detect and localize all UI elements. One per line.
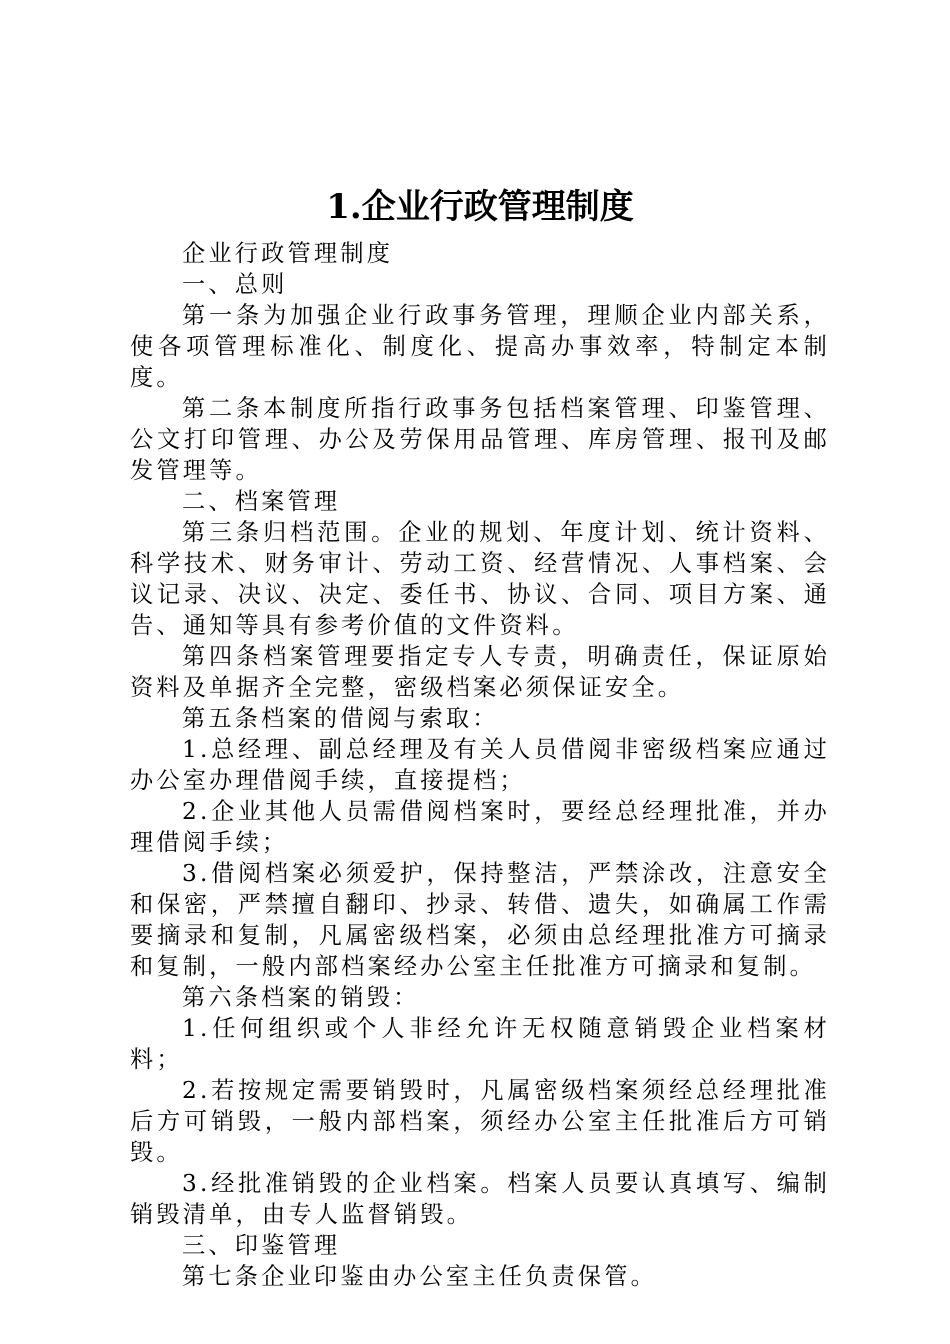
list-item: 1.总经理、副总经理及有关人员借阅非密级档案应通过办公室办理借阅手续，直接提档； <box>130 736 830 794</box>
paragraph: 企业行政管理制度 <box>182 240 394 267</box>
list-item: 3.借阅档案必须爱护，保持整洁，严禁涂改，注意安全和保密，严禁擅自翻印、抄录、转借、遗失，如确属工作需要摘录和复制，凡属密级档案，必须由总经理批准方可摘录和复制，一般内部档案经办公室主任批准方可摘录和复制。 <box>130 860 830 980</box>
list-item: 2.企业其他人员需借阅档案时，要经总经理批准，并办理借阅手续； <box>130 798 830 856</box>
list-item: 1.任何组织或个人非经允许无权随意销毁企业档案材料； <box>130 1015 830 1073</box>
paragraph: 第五条档案的借阅与索取： <box>182 705 499 732</box>
section-heading: 三、印鉴管理 <box>182 1232 341 1259</box>
paragraph: 第三条归档范围。企业的规划、年度计划、统计资料、科学技术、财务审计、劳动工资、经营情况、人事档案、会议记录、决议、决定、委任书、协议、合同、项目方案、通告、通知等具有参考价值的文件资料。 <box>130 519 830 639</box>
paragraph: 第七条企业印鉴由办公室主任负责保管。 <box>182 1263 657 1290</box>
paragraph: 第六条档案的销毁： <box>182 984 420 1011</box>
list-item: 2.若按规定需要销毁时，凡属密级档案须经总经理批准后方可销毁，一般内部档案，须经办公室主任批准后方可销毁。 <box>130 1077 830 1166</box>
document-title: 1.企业行政管理制度 <box>326 187 634 227</box>
document-page <box>130 180 830 1292</box>
paragraph: 第二条本制度所指行政事务包括档案管理、印鉴管理、公文打印管理、办公及劳保用品管理、库房管理、报刊及邮发管理等。 <box>130 395 830 484</box>
paragraph: 第一条为加强企业行政事务管理，理顺企业内部关系，使各项管理标准化、制度化、提高办事效率，特制定本制度。 <box>130 302 830 391</box>
document-body <box>130 238 830 1292</box>
section-heading: 二、档案管理 <box>182 488 341 515</box>
list-item: 3.经批准销毁的企业档案。档案人员要认真填写、编制销毁清单，由专人监督销毁。 <box>130 1170 830 1228</box>
section-heading: 一、总则 <box>182 271 288 298</box>
paragraph: 第四条档案管理要指定专人专责，明确责任，保证原始资料及单据齐全完整，密级档案必须保证安全。 <box>130 643 830 701</box>
